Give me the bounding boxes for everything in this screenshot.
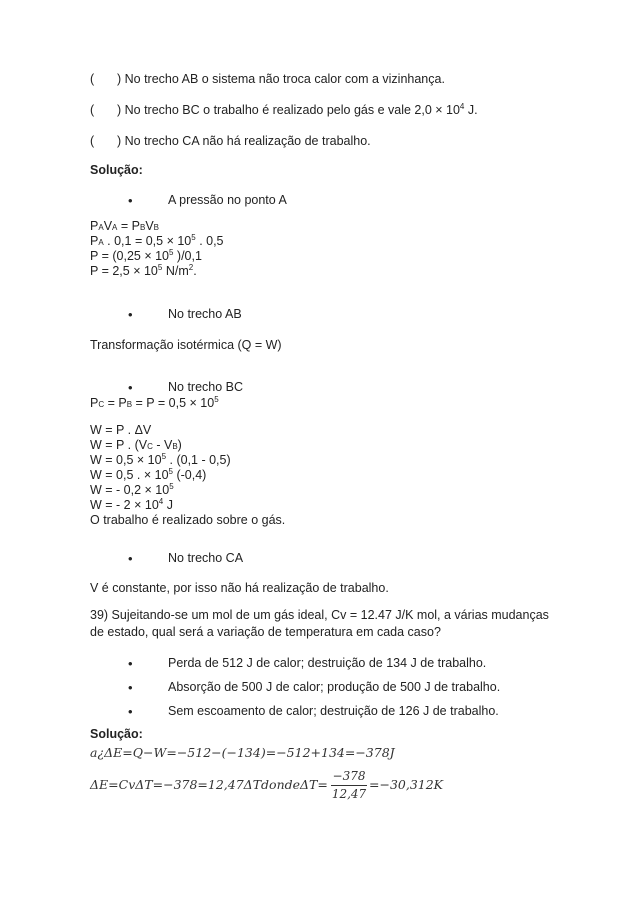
section-ab-title: No trecho AB — [168, 307, 242, 321]
statement-paren: ( — [90, 134, 95, 148]
statement-paren: ( — [90, 103, 95, 117]
statement-text: ) No trecho AB o sistema não troca calor com a vizinhança. — [117, 72, 445, 86]
fraction-numerator: −378 — [332, 769, 366, 783]
section-bc-conclusion: O trabalho é realizado sobre o gás. — [90, 513, 286, 527]
question-item: Sem escoamento de calor; destruição de 126 J de trabalho. — [168, 704, 499, 718]
equation-energy: a¿ΔE=Q−W=−512−(−134)=−512+134=−378J — [90, 745, 395, 760]
section-ca-title: No trecho CA — [168, 551, 244, 565]
section-bc-title: No trecho BC — [168, 380, 244, 394]
bullet-icon: • — [128, 656, 133, 671]
bullet-icon: • — [128, 380, 133, 395]
equation-line: $W = 0,5 \times 10^5$ . (0,1 - 0,5) — [90, 452, 231, 467]
equation-line: PC = PB = $P = 0,5 \times 10^5$ — [90, 395, 219, 410]
equation-line: W = - $2 \times 10^4$ J — [90, 497, 173, 512]
bullet-icon: • — [128, 307, 133, 322]
section-ca-text: V é constante, por isso não há realização de trabalho. — [90, 581, 389, 595]
equation-line: W = 0,5 . × $10^5$ (-0,4) — [90, 467, 207, 482]
bullet-icon: • — [128, 680, 133, 695]
equation-line: PA . $0,1 = 0,5 \times 10^5$ . 0,5 — [90, 233, 224, 248]
question-item: Absorção de 500 J de calor; produção de 500 J de trabalho. — [168, 680, 501, 694]
equation-line: W = - $0,2 \times 10^5$ — [90, 482, 174, 497]
equation-line: W = P . ΔV — [90, 423, 152, 437]
statement-exponent: 4 — [459, 102, 465, 111]
bullet-icon: • — [128, 193, 133, 208]
equation-line: PAVA = PBVB — [90, 219, 159, 233]
equation-right: =−30,312K — [369, 777, 444, 792]
equation-line: $P = 2,5 \times 10^5$ $N/m^2$. — [90, 263, 197, 278]
question-item: Perda de 512 J de calor; destruição de 134 J de trabalho. — [168, 656, 487, 670]
section-ab-text: Transformação isotérmica (Q = W) — [90, 338, 282, 352]
bullet-icon: • — [128, 704, 133, 719]
bullet-icon: • — [128, 551, 133, 566]
statement-text: ) No trecho CA não há realização de trabalho. — [117, 134, 371, 148]
solution-heading: Solução: — [90, 727, 143, 741]
equation-left: ΔE=CvΔT=−378=12,47ΔTdondeΔT= — [90, 777, 328, 792]
section-a-title: A pressão no ponto A — [168, 193, 287, 207]
statement-unit: J. — [464, 103, 478, 117]
fraction-denominator: 12,47 — [331, 787, 367, 801]
equation-line: $P = (0,25 \times 10^5$ )/0,1 — [90, 248, 202, 263]
statement-text: ) No trecho BC o trabalho é realizado pelo gás e vale 2,0 × 10 — [117, 103, 460, 117]
fraction-bar — [331, 785, 367, 786]
equation-line: W = P . (VC - VB) — [90, 438, 182, 452]
statement-paren: ( — [90, 72, 95, 86]
question-text: 39) Sujeitando-se um mol de um gás ideal, Cv = 12.47 J/K mol, a várias mudanças — [90, 608, 549, 622]
question-text: de estado, qual será a variação de temperatura em cada caso? — [90, 625, 441, 639]
solution-heading: Solução: — [90, 163, 143, 177]
